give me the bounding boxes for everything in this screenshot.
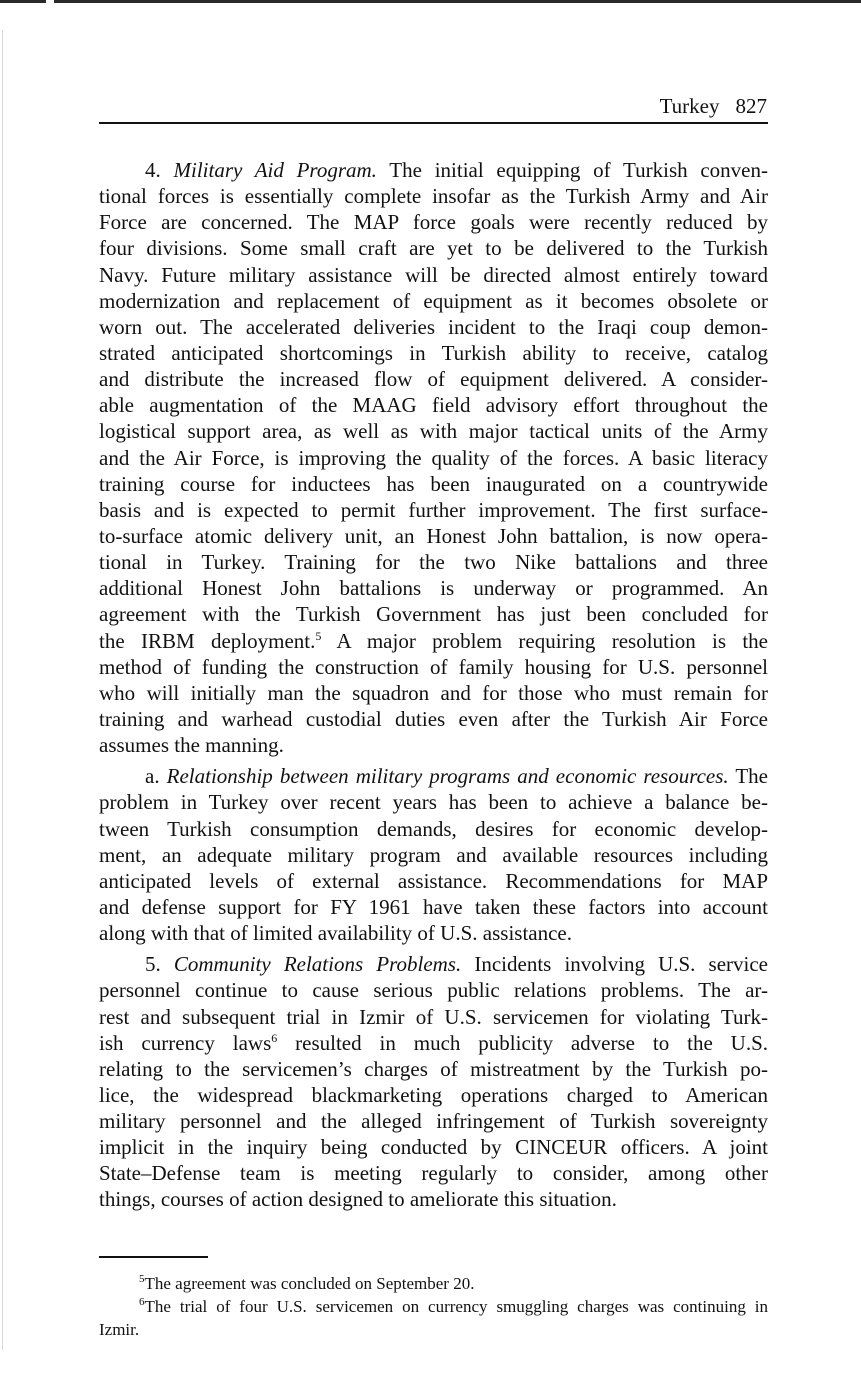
footnote-marker: 6 [139,1296,145,1308]
text-line: and distribute the increased flow of equipment delivered. A consider- [99,367,768,392]
text-line: ish currency laws$^6$ resulted in much publicity adverse to the U.S. [99,1030,769,1055]
footnote-ref-6[interactable]: 6 [271,1030,278,1045]
footnotes [99,1272,768,1341]
paragraph-number: 5. [145,952,161,977]
text-line: personnel continue to cause serious public relations problems. The ar- [99,978,768,1003]
footnote-marker: 5 [139,1273,145,1285]
footnote-6 [99,1295,768,1318]
text-line: method of funding the construction of family housing for U.S. personnel [99,654,768,679]
paragraph-number: a. [145,764,160,789]
text-line: tween Turkish consumption demands, desires for economic develop- [99,816,768,841]
scan-top-edge-gap [46,0,54,3]
text-line: things, courses of action designed to ameliorate this situation. [99,1187,617,1212]
text-line: ment, an adequate military program and available resources including [99,842,768,867]
text-line: along with that of limited availability of U.S. assistance. [99,921,572,946]
text-line: relating to the servicemen’s charges of mistreatment by the Turkish po- [99,1056,768,1081]
text-line: rest and subsequent trial in Izmir of U.S. servicemen for violating Turk- [99,1004,768,1029]
text-line: additional Honest John battalions is underway or programmed. An [99,576,768,601]
paragraph-number: 4. [145,158,161,182]
text-line: to-surface atomic delivery unit, an Honest John battalion, is now opera- [99,523,768,548]
text-line: and the Air Force, is improving the quality of the forces. A basic literacy [99,445,768,470]
text-line: 5. Community Relations Problems. Incidents involving U.S. service [145,952,769,977]
text-line: logistical support area, as well as with major tactical units of the Army [99,419,768,444]
text-line: four divisions. Some small craft are yet to be delivered to the Turkish [99,236,768,261]
footnote-ref-5[interactable]: 5 [315,628,322,643]
running-head [99,92,767,120]
running-title: Turkey [659,94,720,118]
text-line: Navy. Future military assistance will be directed almost entirely toward [99,262,768,287]
text-line: assumes the manning. [99,733,284,758]
text-line: training course for inductees has been inaugurated on a countrywide [99,471,768,496]
paragraph-heading: Relationship between military programs and economic resources. [166,764,729,789]
text-line: worn out. The accelerated deliveries incident to the Iraqi coup demon- [99,314,768,339]
text-line: problem in Turkey over recent years has been to achieve a balance be- [99,790,768,815]
footnote-rule [99,1256,208,1258]
scan-left-edge [2,30,3,1350]
paragraph-military-programs-economic-resources [99,763,768,946]
text-line: Force are concerned. The MAP force goals were recently reduced by [99,210,768,235]
footnote-text: The agreement was concluded on September 20. [144,1274,475,1293]
main-text [99,157,768,1213]
paragraph-heading: Military Aid Program. [173,158,377,182]
text-line: anticipated levels of external assistance. Recommendations for MAP [99,868,768,893]
text-line: military personnel and the alleged infringement of Turkish sovereignty [99,1109,768,1134]
text-line: a. Relationship between military programs and economic resources. The [145,764,769,789]
footnote-6-continued: Izmir. [99,1320,140,1339]
text-line: training and warhead custodial duties even after the Turkish Air Force [99,706,768,731]
text-line: implicit in the inquiry being conducted by CINCEUR officers. A joint [99,1135,768,1160]
page-number: 827 [735,94,767,118]
paragraph-military-aid-program [99,157,768,758]
text-line: lice, the widespread blackmarketing operations charged to American [99,1082,768,1107]
text-line: basis and is expected to permit further improvement. The first surface- [99,497,768,522]
text-line: tional forces is essentially complete insofar as the Turkish Army and Air [99,184,768,209]
text-line: agreement with the Turkish Government has just been concluded for [99,602,768,627]
text-line: modernization and replacement of equipment as it becomes obsolete or [99,288,768,313]
paragraph-heading: Community Relations Problems. [173,952,462,977]
footnote-text: The trial of four U.S. servicemen on currency smuggling charges was continuing in [144,1297,768,1316]
text-line: strated anticipated shortcomings in Turkish ability to receive, catalog [99,340,768,365]
text-line: 4. Military Aid Program. The initial equipping of Turkish conven- [145,158,768,182]
text-line: State–Defense team is meeting regularly to consider, among other [99,1161,768,1186]
text-line: able augmentation of the MAAG field advisory effort throughout the [99,393,768,418]
text-line: tional in Turkey. Training for the two Nike battalions and three [99,550,768,575]
scan-top-edge [0,0,861,3]
header-rule [99,122,768,124]
text-line: who will initially man the squadron and for those who must remain for [99,680,768,705]
footnote-5 [99,1272,768,1295]
text-line: and defense support for FY 1961 have taken these factors into account [99,894,768,919]
text-line: the IRBM deployment.$^5$ A major problem requiring resolution is the [99,628,768,653]
paragraph-community-relations-problems [99,951,768,1212]
